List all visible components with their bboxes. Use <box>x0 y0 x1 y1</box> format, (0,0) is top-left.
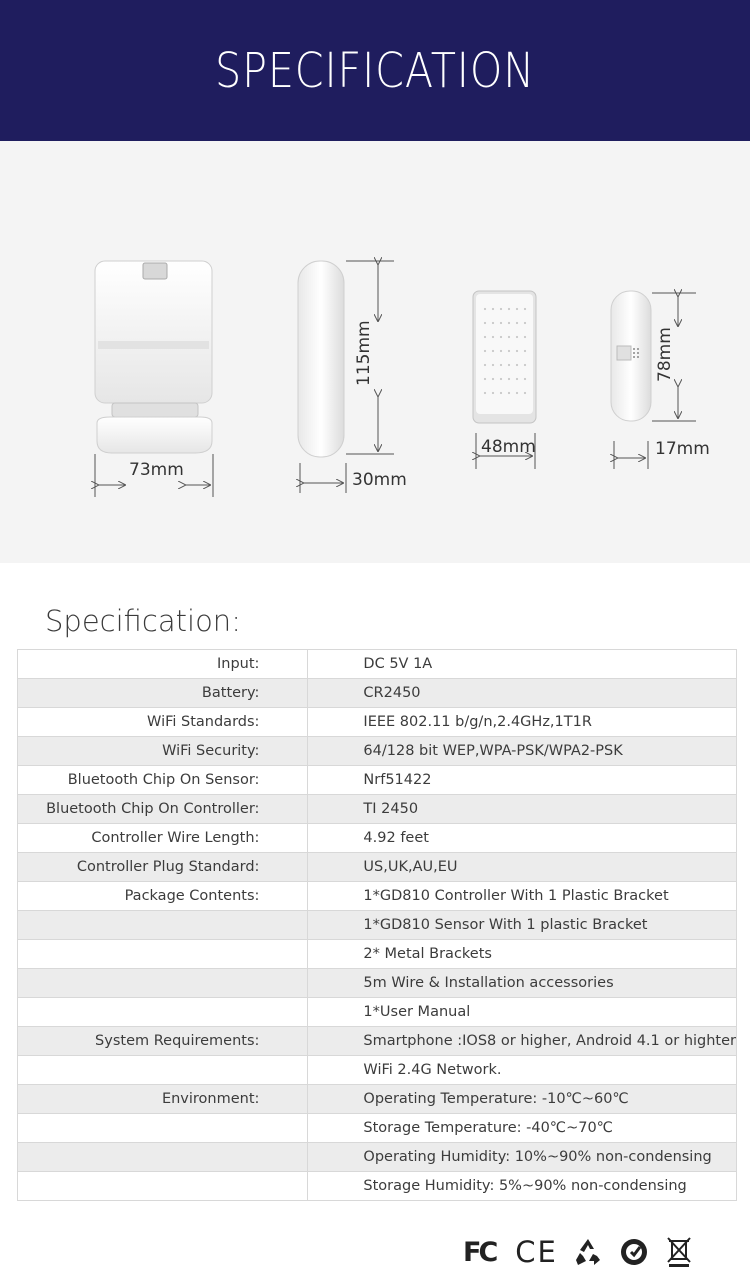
spec-key: Package Contents: <box>18 882 308 911</box>
spec-value: DC 5V 1A <box>308 650 737 679</box>
spec-value: 2* Metal Brackets <box>308 940 737 969</box>
spec-row <box>18 882 737 911</box>
spec-row <box>18 969 737 998</box>
fc-icon: FC <box>463 1236 496 1268</box>
spec-value: IEEE 802.11 b/g/n,2.4GHz,1T1R <box>308 708 737 737</box>
spec-key: Controller Plug Standard: <box>18 853 308 882</box>
dimensions-panel <box>0 141 750 563</box>
spec-key <box>18 1143 308 1172</box>
weee-bin-icon <box>664 1235 694 1269</box>
spec-key <box>18 940 308 969</box>
spec-key: WiFi Standards: <box>18 708 308 737</box>
spec-value: Smartphone :IOS8 or higher, Android 4.1 or highter <box>308 1027 737 1056</box>
spec-row <box>18 766 737 795</box>
spec-value: WiFi 2.4G Network. <box>308 1056 737 1085</box>
spec-value: Storage Temperature: -40℃~70℃ <box>308 1114 737 1143</box>
spec-row <box>18 824 737 853</box>
spec-row <box>18 1056 737 1085</box>
spec-value: Operating Humidity: 10%~90% non-condensing <box>308 1143 737 1172</box>
controller-height-label: 115mm <box>354 320 374 386</box>
spec-value: 4.92 feet <box>308 824 737 853</box>
banner-title: SPECIFICATION <box>215 42 535 99</box>
spec-key: Input: <box>18 650 308 679</box>
spec-value: US,UK,AU,EU <box>308 853 737 882</box>
spec-row <box>18 1085 737 1114</box>
dimension-drawings <box>0 141 750 563</box>
spec-row <box>18 911 737 940</box>
spec-row <box>18 650 737 679</box>
recycle-icon <box>572 1236 604 1268</box>
spec-key: System Requirements: <box>18 1027 308 1056</box>
spec-key: Bluetooth Chip On Sensor: <box>18 766 308 795</box>
spec-key: WiFi Security: <box>18 737 308 766</box>
spec-key <box>18 911 308 940</box>
spec-key <box>18 1172 308 1201</box>
spec-row <box>18 795 737 824</box>
spec-value: CR2450 <box>308 679 737 708</box>
spec-table <box>17 649 737 1201</box>
spec-row <box>18 940 737 969</box>
spec-key: Bluetooth Chip On Controller: <box>18 795 308 824</box>
header-banner <box>0 0 750 141</box>
spec-value: 1*GD810 Controller With 1 Plastic Bracket <box>308 882 737 911</box>
sensor-width-label: 48mm <box>481 437 536 457</box>
controller-side-drawing <box>298 261 394 493</box>
spec-key <box>18 998 308 1027</box>
spec-key <box>18 1114 308 1143</box>
spec-key <box>18 1056 308 1085</box>
certification-logos <box>463 1232 694 1272</box>
sensor-depth-label: 17mm <box>655 439 710 459</box>
spec-row <box>18 679 737 708</box>
spec-row <box>18 998 737 1027</box>
spec-row <box>18 1027 737 1056</box>
spec-row <box>18 1143 737 1172</box>
sensor-height-label: 78mm <box>655 327 675 382</box>
spec-key: Environment: <box>18 1085 308 1114</box>
spec-value: Storage Humidity: 5%~90% non-condensing <box>308 1172 737 1201</box>
controller-width-label: 73mm <box>129 460 184 480</box>
spec-row <box>18 1114 737 1143</box>
spec-row <box>18 737 737 766</box>
spec-key: Controller Wire Length: <box>18 824 308 853</box>
spec-value: 5m Wire & Installation accessories <box>308 969 737 998</box>
spec-value: 64/128 bit WEP,WPA-PSK/WPA2-PSK <box>308 737 737 766</box>
spec-value: Nrf51422 <box>308 766 737 795</box>
rohs-icon <box>618 1236 650 1268</box>
spec-row <box>18 853 737 882</box>
ce-icon: CE <box>515 1235 558 1269</box>
spec-key: Battery: <box>18 679 308 708</box>
spec-value: Operating Temperature: -10℃~60℃ <box>308 1085 737 1114</box>
spec-row <box>18 1172 737 1201</box>
controller-depth-label: 30mm <box>352 470 407 490</box>
spec-heading: Specification: <box>45 604 241 638</box>
spec-value: 1*GD810 Sensor With 1 plastic Bracket <box>308 911 737 940</box>
spec-value: TI 2450 <box>308 795 737 824</box>
spec-key <box>18 969 308 998</box>
spec-value: 1*User Manual <box>308 998 737 1027</box>
spec-row <box>18 708 737 737</box>
